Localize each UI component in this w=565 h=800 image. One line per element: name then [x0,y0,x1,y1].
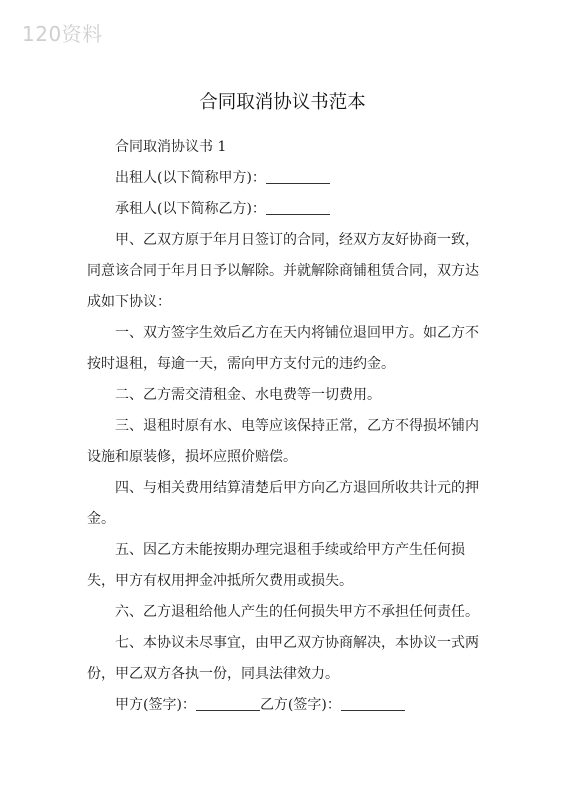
lessor-blank [266,168,330,184]
clause-2: 二、乙方需交清租金、水电费等一切费用。 [115,387,381,403]
document-body [87,132,484,721]
party-a-signature-blank [196,695,260,711]
intro-paragraph: 甲、乙双方原于年月日签订的合同，经双方友好协商一致，同意该合同于年月日予以解除。并就解除商铺租赁合同，双方达成如下协议： [87,232,479,310]
lessee-blank [266,199,330,215]
page-title: 合同取消协议书范本 [199,92,366,114]
clause-7: 七、本协议未尽事宜，由甲乙双方协商解决，本协议一式两份，甲乙双方各执一份，同具法律效力。 [87,635,479,682]
clause-3: 三、退租时原有水、电等应该保持正常，乙方不得损坏铺内设施和原装修，损坏应照价赔偿。 [87,418,479,465]
lessee-line: 承租人(以下简称乙方)： [87,194,484,225]
watermark-logo: 120资料 [22,22,103,46]
doc-heading: 合同取消协议书 1 [115,139,227,155]
clause-4: 四、与相关费用结算清楚后甲方向乙方退回所收共计元的押金。 [87,480,479,527]
clause-6: 六、乙方退租给他人产生的任何损失甲方不承担任何责任。 [115,604,479,620]
clause-5: 五、因乙方未能按期办理完退租手续或给甲方产生任何损失，甲方有权用押金冲抵所欠费用或损失。 [87,542,465,589]
lessor-line: 出租人(以下简称甲方)： [87,163,484,194]
signature-line: 甲方(签字)： 乙方(签字)： [87,690,484,721]
party-b-signature-blank [341,695,405,711]
clause-1: 一、双方签字生效后乙方在天内将铺位退回甲方。如乙方不按时退租，每逾一天，需向甲方支付元的违约金。 [87,325,479,372]
